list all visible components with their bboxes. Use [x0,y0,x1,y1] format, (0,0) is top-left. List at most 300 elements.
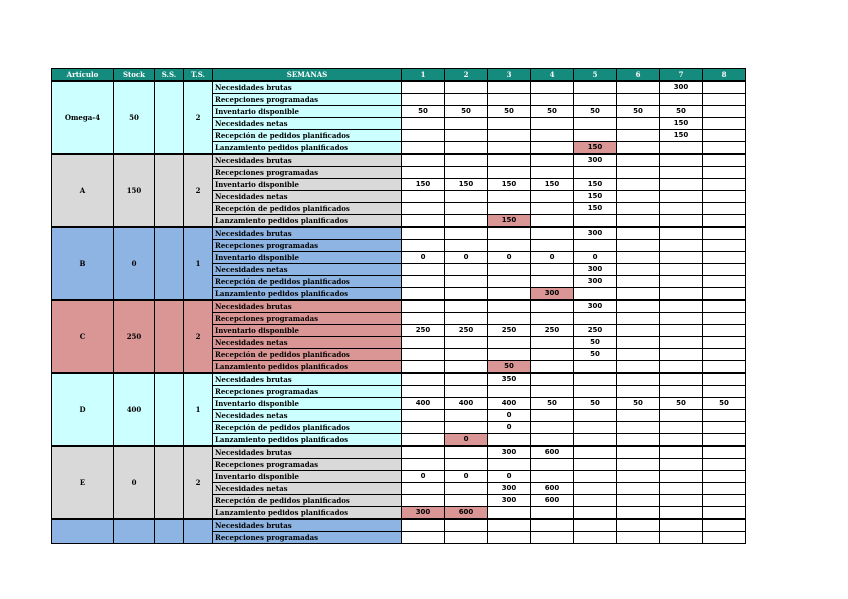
week-cell [488,118,531,130]
item-ss [155,446,184,519]
week-cell [703,288,746,301]
week-cell [703,483,746,495]
week-cell [488,240,531,252]
week-cell: 0 [488,471,531,483]
week-cell: 300 [574,276,617,288]
week-cell [574,507,617,520]
week-cell: 0 [488,422,531,434]
week-cell [445,373,488,386]
week-cell [402,167,445,179]
week-cell [402,434,445,447]
week-cell: 150 [488,179,531,191]
item-stock: 150 [114,154,155,227]
week-cell [660,483,703,495]
week-cell [617,495,660,507]
week-cell: 0 [402,471,445,483]
week-cell [617,422,660,434]
week-cell [574,434,617,447]
week-cell [660,240,703,252]
week-cell [703,154,746,167]
week-cell [531,349,574,361]
week-cell [703,313,746,325]
week-cell [574,471,617,483]
week-cell: 50 [531,398,574,410]
week-cell [617,507,660,520]
row-label: Recepciones programadas [213,240,402,252]
header-row [52,69,746,82]
week-cell [660,179,703,191]
week-cell [617,410,660,422]
header-cell: S.S. [155,69,184,82]
week-cell [617,215,660,228]
week-cell: 0 [488,252,531,264]
week-cell [488,130,531,142]
week-cell: 600 [531,495,574,507]
week-cell: 50 [574,337,617,349]
week-cell [402,349,445,361]
header-cell: 8 [703,69,746,82]
week-cell [660,154,703,167]
week-cell [445,118,488,130]
item-ss [155,154,184,227]
week-cell [703,459,746,471]
week-cell [488,167,531,179]
week-cell [617,276,660,288]
table-row [52,519,746,532]
week-cell [703,215,746,228]
week-cell [531,130,574,142]
row-label: Necesidades netas [213,118,402,130]
row-label: Recepciones programadas [213,167,402,179]
week-cell [445,142,488,155]
week-cell [445,130,488,142]
item-name: B [52,227,114,300]
row-label: Lanzamiento pedidos planificados [213,288,402,301]
week-cell [445,81,488,94]
week-cell: 50 [617,398,660,410]
week-cell [445,349,488,361]
week-cell: 0 [402,252,445,264]
week-cell [660,495,703,507]
row-label: Inventario disponible [213,325,402,337]
week-cell [488,337,531,349]
week-cell: 50 [617,106,660,118]
row-label: Recepciones programadas [213,94,402,106]
header-cell: T.S. [184,69,213,82]
week-cell [531,434,574,447]
week-cell [703,179,746,191]
week-cell [617,191,660,203]
week-cell [660,191,703,203]
week-cell [402,215,445,228]
week-cell: 150 [574,203,617,215]
row-label: Recepciones programadas [213,386,402,398]
week-cell: 50 [402,106,445,118]
row-label: Necesidades brutas [213,519,402,532]
week-cell [660,459,703,471]
week-cell: 250 [574,325,617,337]
item-ss [155,300,184,373]
row-label: Necesidades brutas [213,446,402,459]
week-cell: 300 [488,495,531,507]
week-cell [574,422,617,434]
week-cell [660,264,703,276]
week-cell [531,459,574,471]
week-cell [703,471,746,483]
row-label: Inventario disponible [213,471,402,483]
row-label: Lanzamiento pedidos planificados [213,215,402,228]
week-cell [660,422,703,434]
week-cell [445,459,488,471]
table-row [52,227,746,240]
week-cell [660,252,703,264]
week-cell: 600 [531,483,574,495]
week-cell: 150 [660,118,703,130]
week-cell [531,203,574,215]
week-cell [402,191,445,203]
week-cell: 300 [402,507,445,520]
week-cell [488,313,531,325]
header-cell: 1 [402,69,445,82]
week-cell [445,532,488,544]
item-name: C [52,300,114,373]
week-cell [445,519,488,532]
week-cell [703,422,746,434]
week-cell [402,288,445,301]
week-cell: 50 [574,349,617,361]
week-cell [574,483,617,495]
week-cell [488,276,531,288]
week-cell [617,471,660,483]
week-cell [402,313,445,325]
week-cell [531,410,574,422]
week-cell [574,81,617,94]
week-cell [703,167,746,179]
week-cell [574,386,617,398]
week-cell [445,191,488,203]
week-cell [617,130,660,142]
week-cell [574,313,617,325]
week-cell [660,361,703,374]
week-cell [617,288,660,301]
week-cell: 350 [488,373,531,386]
week-cell [488,300,531,313]
row-label: Necesidades netas [213,264,402,276]
row-label: Necesidades brutas [213,81,402,94]
week-cell [703,81,746,94]
week-cell: 150 [531,179,574,191]
week-cell [531,471,574,483]
week-cell: 300 [574,154,617,167]
week-cell: 400 [445,398,488,410]
week-cell [531,300,574,313]
week-cell: 400 [488,398,531,410]
week-cell [488,154,531,167]
week-cell: 250 [531,325,574,337]
row-label: Necesidades netas [213,410,402,422]
week-cell: 0 [445,252,488,264]
week-cell [445,288,488,301]
week-cell: 150 [574,142,617,155]
week-cell [703,361,746,374]
week-cell [531,81,574,94]
week-cell [445,422,488,434]
week-cell [617,459,660,471]
week-cell [531,313,574,325]
week-cell [402,495,445,507]
week-cell [703,118,746,130]
week-cell [617,252,660,264]
item-name: Omega-4 [52,81,114,154]
week-cell [703,191,746,203]
week-cell [445,167,488,179]
week-cell: 300 [488,483,531,495]
header-cell: SEMANAS [213,69,402,82]
header-cell: 3 [488,69,531,82]
week-cell [574,361,617,374]
week-cell [703,349,746,361]
week-cell [617,264,660,276]
week-cell [445,154,488,167]
item-ts [184,519,213,544]
week-cell: 50 [488,106,531,118]
week-cell [574,215,617,228]
week-cell: 150 [574,179,617,191]
week-cell: 300 [531,288,574,301]
week-cell [488,81,531,94]
week-cell [617,300,660,313]
week-cell [488,349,531,361]
week-cell [402,337,445,349]
week-cell [660,519,703,532]
week-cell [445,361,488,374]
week-cell [660,94,703,106]
week-cell [531,154,574,167]
item-name: A [52,154,114,227]
week-cell [660,471,703,483]
row-label: Recepción de pedidos planificados [213,422,402,434]
item-name [52,519,114,544]
week-cell [402,227,445,240]
week-cell: 600 [445,507,488,520]
week-cell [660,203,703,215]
week-cell [660,276,703,288]
item-stock: 0 [114,446,155,519]
row-label: Necesidades brutas [213,373,402,386]
item-ss [155,81,184,154]
week-cell [617,349,660,361]
week-cell: 400 [402,398,445,410]
row-label: Inventario disponible [213,106,402,118]
week-cell [445,483,488,495]
week-cell [703,410,746,422]
week-cell [402,373,445,386]
week-cell [617,203,660,215]
week-cell [617,94,660,106]
week-cell [402,94,445,106]
table-row [52,300,746,313]
week-cell [703,386,746,398]
item-stock: 400 [114,373,155,446]
row-label: Recepción de pedidos planificados [213,130,402,142]
week-cell: 50 [703,398,746,410]
week-cell [617,532,660,544]
item-name: E [52,446,114,519]
week-cell [660,373,703,386]
week-cell: 0 [445,434,488,447]
row-label: Necesidades netas [213,483,402,495]
week-cell [574,495,617,507]
week-cell [703,495,746,507]
week-cell [660,300,703,313]
item-stock: 50 [114,81,155,154]
row-label: Recepciones programadas [213,459,402,471]
week-cell [445,215,488,228]
week-cell [402,276,445,288]
week-cell [445,300,488,313]
week-cell [660,215,703,228]
week-cell [617,361,660,374]
week-cell [574,410,617,422]
row-label: Recepción de pedidos planificados [213,203,402,215]
week-cell [660,227,703,240]
week-cell: 50 [574,106,617,118]
week-cell [488,386,531,398]
week-cell [574,532,617,544]
week-cell [445,495,488,507]
week-cell [703,337,746,349]
week-cell [617,240,660,252]
row-label: Inventario disponible [213,398,402,410]
week-cell [445,337,488,349]
week-cell [531,276,574,288]
row-label: Lanzamiento pedidos planificados [213,361,402,374]
header-cell: Stock [114,69,155,82]
week-cell: 250 [402,325,445,337]
week-cell [660,142,703,155]
week-cell [488,203,531,215]
item-ts: 2 [184,300,213,373]
week-cell: 300 [574,264,617,276]
week-cell: 150 [402,179,445,191]
week-cell [574,118,617,130]
week-cell [402,422,445,434]
week-cell [617,179,660,191]
week-cell [703,507,746,520]
item-ss [155,519,184,544]
row-label: Necesidades brutas [213,227,402,240]
week-cell [531,361,574,374]
week-cell [703,446,746,459]
header-cell: 6 [617,69,660,82]
week-cell [703,227,746,240]
row-label: Recepción de pedidos planificados [213,349,402,361]
row-label: Lanzamiento pedidos planificados [213,434,402,447]
week-cell [488,459,531,471]
week-cell [531,386,574,398]
week-cell [574,240,617,252]
item-stock [114,519,155,544]
week-cell [703,519,746,532]
header-cell: Artículo [52,69,114,82]
week-cell [531,167,574,179]
header-cell: 2 [445,69,488,82]
week-cell [574,94,617,106]
item-ss [155,373,184,446]
week-cell [488,227,531,240]
item-ts: 2 [184,446,213,519]
week-cell [402,118,445,130]
week-cell: 0 [531,252,574,264]
week-cell [617,313,660,325]
week-cell [445,227,488,240]
week-cell [617,142,660,155]
item-ts: 2 [184,81,213,154]
week-cell: 0 [574,252,617,264]
week-cell: 300 [660,81,703,94]
week-cell [402,519,445,532]
week-cell: 150 [445,179,488,191]
week-cell: 150 [488,215,531,228]
week-cell [531,422,574,434]
week-cell [617,118,660,130]
row-label: Necesidades brutas [213,300,402,313]
week-cell [531,373,574,386]
table-row [52,154,746,167]
week-cell [402,81,445,94]
week-cell [531,337,574,349]
week-cell [703,300,746,313]
week-cell [703,276,746,288]
week-cell: 50 [660,106,703,118]
week-cell [574,288,617,301]
week-cell [574,459,617,471]
week-cell [445,410,488,422]
week-cell: 600 [531,446,574,459]
week-cell [402,361,445,374]
row-label: Recepciones programadas [213,532,402,544]
mrp-table [51,68,746,544]
week-cell [703,106,746,118]
week-cell [703,240,746,252]
week-cell: 300 [574,227,617,240]
header-cell: 7 [660,69,703,82]
week-cell [531,227,574,240]
week-cell [402,130,445,142]
week-cell [445,203,488,215]
week-cell [617,337,660,349]
week-cell [531,264,574,276]
week-cell [574,167,617,179]
week-cell [660,167,703,179]
item-ss [155,227,184,300]
week-cell [574,446,617,459]
week-cell [402,264,445,276]
week-cell [402,240,445,252]
table-row [52,373,746,386]
week-cell [660,386,703,398]
row-label: Necesidades netas [213,337,402,349]
week-cell [660,288,703,301]
item-name: D [52,373,114,446]
header-cell: 4 [531,69,574,82]
week-cell [445,446,488,459]
week-cell [402,386,445,398]
week-cell [617,154,660,167]
week-cell [488,142,531,155]
row-label: Recepción de pedidos planificados [213,495,402,507]
week-cell [703,532,746,544]
